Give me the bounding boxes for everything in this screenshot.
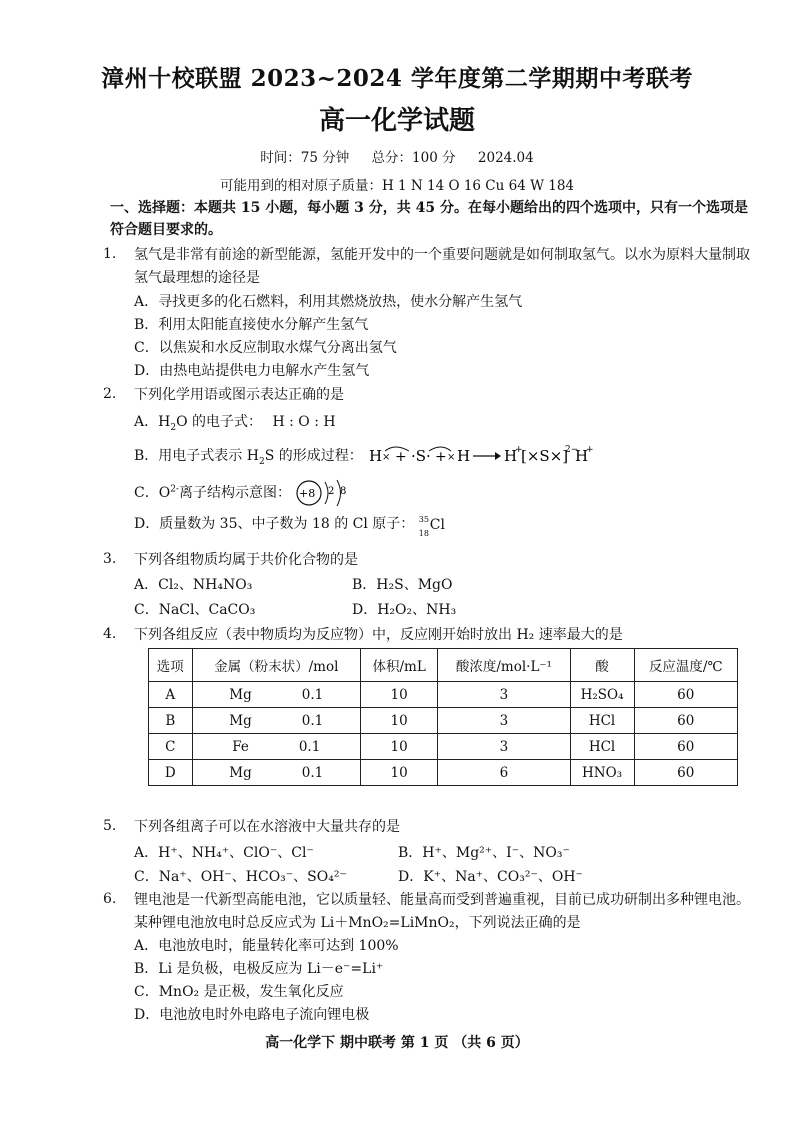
question-number: 4.	[103, 626, 117, 642]
svg-text:+: +	[435, 449, 447, 465]
table-cell: 3	[438, 734, 570, 760]
electron-formula: H : O : H	[272, 414, 336, 430]
table-cell: 10	[360, 708, 437, 734]
svg-text:×: ×	[447, 452, 456, 463]
option-d: D．H₂O₂、NH₃	[352, 602, 457, 618]
nucleus-charge: +8	[299, 487, 316, 500]
option-b: B．用电子式表示 $H_2S$ 的形成过程： H × + ·S· + × H H + [×S×] 2− H +	[134, 443, 597, 469]
reaction-table	[148, 648, 738, 786]
option-a: A．$H_2O$ 的电子式： H : O : H	[134, 414, 336, 433]
option-b: B．H⁺、Mg²⁺、I⁻、NO₃⁻	[398, 845, 570, 861]
table-row	[149, 708, 738, 734]
option-a: A．寻找更多的化石燃料，利用其燃烧放热，使水分解产生氢气	[134, 294, 523, 310]
option-c: C．Na⁺、OH⁻、HCO₃⁻、SO₄²⁻	[134, 869, 347, 885]
svg-text:H: H	[575, 447, 589, 465]
question-stem: 下列化学用语或图示表达正确的是	[134, 387, 344, 403]
option-a: A．电池放电时，能量转化率可达到 100%	[134, 938, 399, 954]
option-d: D．质量数为 35、中子数为 18 的 Cl 原子： 35 18 Cl	[134, 513, 451, 536]
table-cell: 6	[438, 760, 570, 786]
option-a: A．H⁺、NH₄⁺、ClO⁻、Cl⁻	[134, 845, 314, 861]
table-cell: B	[149, 708, 193, 734]
table-cell: 10	[360, 682, 437, 708]
table-cell: A	[149, 682, 193, 708]
table-cell: 3	[438, 682, 570, 708]
option-c: C．以焦炭和水反应制取水煤气分离出氢气	[134, 340, 397, 356]
option-c: C．MnO₂ 是正极，发生氧化反应	[134, 984, 344, 1000]
question-number: 1.	[103, 246, 117, 262]
table-cell: 10	[360, 734, 437, 760]
table-cell: H₂SO₄	[570, 682, 634, 708]
svg-text:[×S×]: [×S×]	[521, 447, 569, 465]
question-stem: 下列各组离子可以在水溶液中大量共存的是	[134, 819, 400, 835]
exam-subtitle: 高一化学试题	[318, 106, 475, 136]
table-header: 体积/mL	[360, 649, 437, 682]
svg-text:H: H	[504, 447, 518, 465]
option-a: A．Cl₂、NH₄NO₃	[134, 577, 253, 593]
svg-text:H: H	[457, 447, 471, 465]
option-d: D．电池放电时外电路电子流向锂电极	[134, 1007, 370, 1023]
table-cell: 10	[360, 760, 437, 786]
option-b: B．H₂S、MgO	[352, 577, 453, 593]
svg-text:·S·: ·S·	[411, 447, 431, 465]
shell-2: 8	[340, 486, 347, 497]
section-heading: 一、选择题：本题共 15 小题，每小题 3 分，共 45 分。在每小题给出的四个选项中，只有一个选项是符合题目要求的。	[110, 200, 748, 238]
question-stem: 下列各组物质均属于共价化合物的是	[134, 552, 358, 568]
question-number: 6.	[103, 891, 117, 907]
table-row	[149, 760, 738, 786]
table-cell: HCl	[570, 708, 634, 734]
table-cell: HCl	[570, 734, 634, 760]
option-c: C．NaCl、CaCO₃	[134, 602, 256, 618]
exam-time: 时间：75 分钟	[260, 150, 350, 166]
option-b: B．Li 是负极，电极反应为 Li－e⁻=Li⁺	[134, 961, 384, 977]
o2-ion-structure-diagram	[295, 478, 355, 508]
exam-score: 总分：100 分	[371, 150, 456, 166]
table-cell: 60	[634, 734, 737, 760]
table-header: 反应温度/℃	[634, 649, 737, 682]
page-footer: 高一化学下 期中联考 第 1 页 （共 6 页）	[265, 1035, 529, 1051]
question-number: 3.	[103, 551, 117, 567]
table-cell: C	[149, 734, 193, 760]
table-cell: Mg 0.1	[192, 682, 360, 708]
question-stem: 氢气是非常有前途的新型能源，氢能开发中的一个重要问题就是如何制取氢气。以水为原料大量制取氢气最理想的途径是	[134, 247, 750, 286]
table-cell: Mg 0.1	[192, 708, 360, 734]
exam-date: 2024.04	[477, 150, 534, 166]
table-cell: D	[149, 760, 193, 786]
svg-text:H: H	[369, 447, 383, 465]
h2s-formation-diagram	[367, 443, 597, 469]
exam-meta	[0, 146, 794, 166]
table-cell: HNO₃	[570, 760, 634, 786]
table-cell: 60	[634, 682, 737, 708]
table-cell: Fe 0.1	[192, 734, 360, 760]
option-d: D．由热电站提供电力电解水产生氢气	[134, 363, 370, 379]
table-row	[149, 682, 738, 708]
table-header: 选项	[149, 649, 193, 682]
table-cell: 3	[438, 708, 570, 734]
table-row	[149, 734, 738, 760]
table-cell: 60	[634, 708, 737, 734]
table-header-row	[149, 649, 738, 682]
table-header: 酸	[570, 649, 634, 682]
question-number: 5.	[103, 818, 117, 834]
svg-text:+: +	[395, 449, 407, 465]
nuclide-symbol: 35 18 Cl	[418, 515, 445, 538]
svg-text:×: ×	[382, 452, 391, 463]
table-header: 酸浓度/mol·L⁻¹	[438, 649, 570, 682]
table-cell: 60	[634, 760, 737, 786]
question-stem: 锂电池是一代新型高能电池，它以质量轻、能量高而受到普遍重视，目前已成功研制出多种锂电池。某种锂电池放电时总反应式为 Li＋MnO₂=LiMnO₂，下列说法正确的是	[134, 892, 750, 931]
atomic-masses: 可能用到的相对原子质量：H 1 N 14 O 16 Cu 64 W 184	[219, 178, 575, 194]
svg-text:+: +	[515, 445, 523, 455]
option-d: D．K⁺、Na⁺、CO₃²⁻、OH⁻	[398, 869, 583, 885]
exam-title: 漳州十校联盟 2023~2024 学年度第二学期期中考联考	[101, 65, 693, 92]
option-c: C．$O^{2-}$离子结构示意图： +8 2 8	[134, 478, 355, 508]
shell-1: 2	[328, 486, 335, 497]
question-number: 2.	[103, 386, 117, 402]
table-cell: Mg 0.1	[192, 760, 360, 786]
svg-text:+: +	[586, 445, 594, 455]
question-stem: 下列各组反应（表中物质均为反应物）中，反应刚开始时放出 H₂ 速率最大的是	[134, 627, 623, 643]
table-header: 金属（粉末状）/mol	[192, 649, 360, 682]
option-b: B．利用太阳能直接使水分解产生氢气	[134, 317, 369, 333]
svg-text:2−: 2−	[565, 445, 579, 455]
